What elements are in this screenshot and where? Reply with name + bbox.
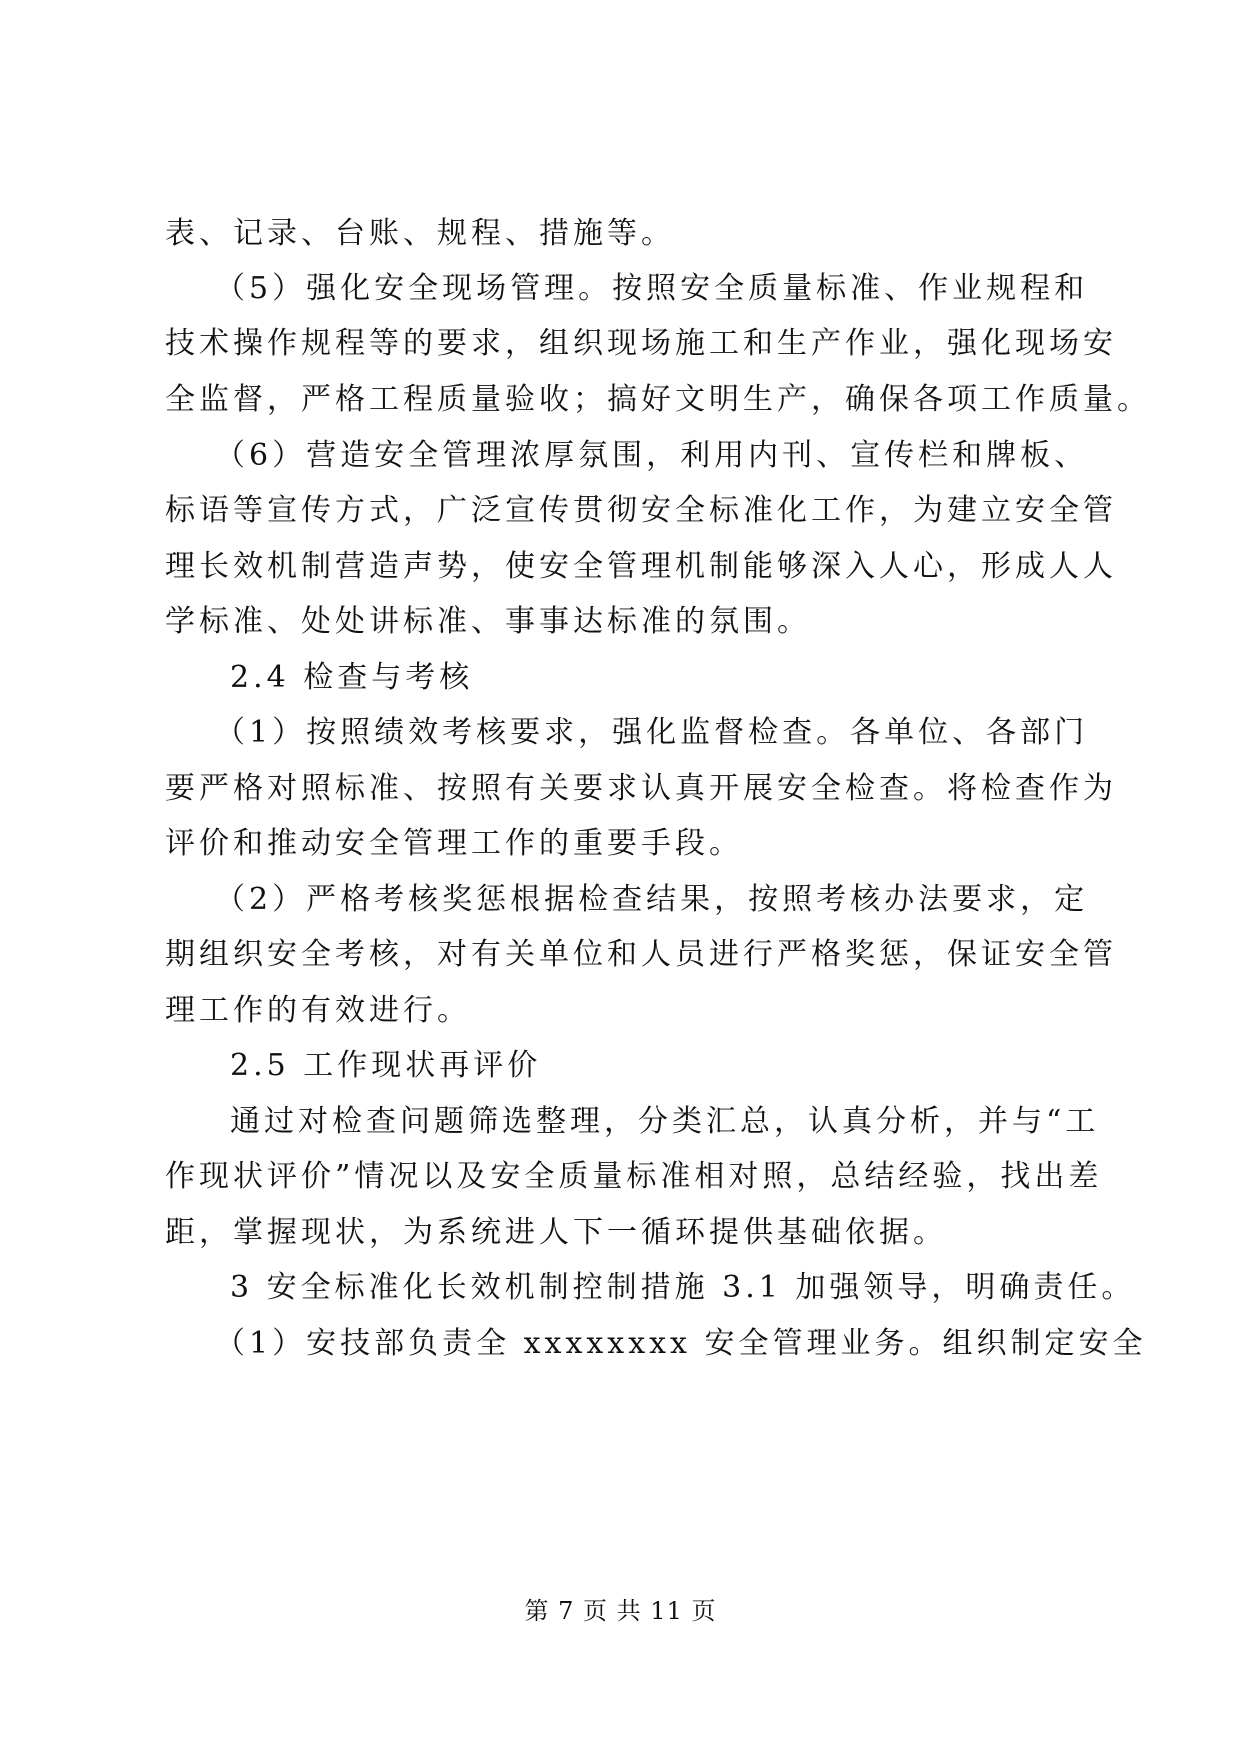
text-line-21: （1）安技部负责全 xxxxxxxx 安全管理业务。组织制定安全 <box>215 1326 1147 1361</box>
text-line-3: 技术操作规程等的要求，组织现场施工和生产作业，强化现场安 <box>165 326 1117 361</box>
text-line-6: 标语等宣传方式，广泛宣传贯彻安全标准化工作，为建立安全管 <box>165 493 1117 528</box>
text-line-13: （2）严格考核奖惩根据检查结果，按照考核办法要求，定 <box>215 882 1089 917</box>
section-heading-3: 3 安全标准化长效机制控制措施 3.1 加强领导，明确责任。 <box>230 1270 1136 1305</box>
text-line-1: 表、记录、台账、规程、措施等。 <box>165 216 675 251</box>
text-line-15: 理工作的有效进行。 <box>165 993 471 1028</box>
text-line-18: 作现状评价”情况以及安全质量标准相对照，总结经验，找出差 <box>165 1159 1103 1194</box>
page-number-footer: 第 7 页 共 11 页 <box>524 1597 717 1625</box>
text-line-5: （6）营造安全管理浓厚氛围，利用内刊、宣传栏和牌板、 <box>215 438 1089 473</box>
text-line-8: 学标准、处处讲标准、事事达标准的氛围。 <box>165 604 811 639</box>
text-line-4: 全监督，严格工程质量验收；搞好文明生产，确保各项工作质量。 <box>165 382 1151 417</box>
text-line-12: 评价和推动安全管理工作的重要手段。 <box>165 826 743 861</box>
text-line-10: （1）按照绩效考核要求，强化监督检查。各单位、各部门 <box>215 715 1089 750</box>
text-line-19: 距，掌握现状，为系统进人下一循环提供基础依据。 <box>165 1215 947 1250</box>
section-heading-2-5: 2.5 工作现状再评价 <box>230 1048 542 1083</box>
text-line-2: （5）强化安全现场管理。按照安全质量标准、作业规程和 <box>215 271 1089 306</box>
section-heading-2-4: 2.4 检查与考核 <box>230 660 474 695</box>
text-line-11: 要严格对照标准、按照有关要求认真开展安全检查。将检查作为 <box>165 771 1117 806</box>
text-line-7: 理长效机制营造声势，使安全管理机制能够深入人心，形成人人 <box>165 549 1117 584</box>
text-line-14: 期组织安全考核，对有关单位和人员进行严格奖惩，保证安全管 <box>165 937 1117 972</box>
text-line-17: 通过对检查问题筛选整理，分类汇总，认真分析，并与“工 <box>230 1104 1100 1139</box>
